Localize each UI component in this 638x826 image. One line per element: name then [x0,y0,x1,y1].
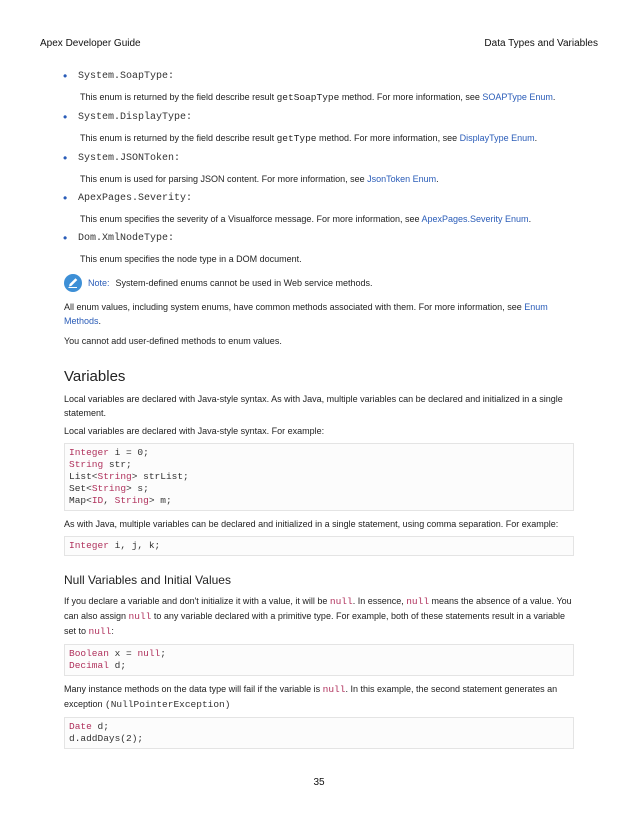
paragraph: Local variables are declared with Java-style syntax. For example: [64,426,325,436]
inline-code: null [128,611,152,622]
running-header-left: Apex Developer Guide [40,38,141,49]
list-item: • System.JSONToken: This enum is used for parsing JSON content. For more information, see JsonToken Enum. [63,151,439,184]
list-item: • System.DisplayType: This enum is returned by the field describe result getType method. For more information, see DisplayType Enum. [63,110,538,144]
note-text: System-defined enums cannot be used in Web service methods. [115,278,373,288]
link-enum-methods[interactable]: Enum Methods [64,302,548,326]
inline-code: (NullPointerException) [105,699,231,710]
link-severity-enum[interactable]: ApexPages.Severity Enum [421,214,529,224]
enum-name: Dom.XmlNodeType [78,233,169,244]
paragraph: Many instance methods on the data type will fail if the variable is null. In this example, the second statement generates an exception (NullPointerException) [64,684,558,710]
inline-code: getSoapType [276,92,340,103]
link-displaytype-enum[interactable]: DisplayType Enum [459,133,535,143]
section-heading-variables: Variables [64,368,126,385]
link-soaptype-enum[interactable]: SOAPType Enum [482,92,553,102]
list-item: • System.SoapType: This enum is returned by the field describe result getSoapType method. For more information, see SOAPType Enum. [63,69,556,103]
code-block: Date d; d.addDays(2); [64,717,574,749]
code-block: Integer i, j, k; [64,536,574,556]
link-jsontoken-enum[interactable]: JsonToken Enum [367,174,437,184]
list-item: • Dom.XmlNodeType: This enum specifies the node type in a DOM document. [63,231,302,264]
bullet-icon: • [63,151,68,165]
note-label: Note: [88,278,110,288]
running-header-right: Data Types and Variables [484,38,598,49]
bullet-icon: • [63,69,68,83]
enum-name: System.SoapType [78,71,169,82]
bullet-icon: • [63,231,68,245]
inline-code: getType [276,133,317,144]
inline-code: null [329,596,353,607]
enum-name: System.JSONToken [78,153,175,164]
inline-code: null [322,684,346,695]
subsection-heading-null-variables: Null Variables and Initial Values [64,573,231,587]
note-callout [64,274,574,294]
enum-name: System.DisplayType [78,112,187,123]
page-number: 35 [313,777,325,788]
note-pencil-icon [64,274,82,292]
inline-code: null [88,626,112,637]
enum-name: ApexPages.Severity [78,193,187,204]
bullet-icon: • [63,191,68,205]
list-item: • ApexPages.Severity: This enum specifies the severity of a Visualforce message. For more information, see ApexPages.Severity Enum. [63,191,532,224]
paragraph: Local variables are declared with Java-style syntax. As with Java, multiple variables can be declared and initialized in a single statement. [64,394,563,418]
code-block: Boolean x = null; Decimal d; [64,644,574,676]
page-content [64,64,574,755]
paragraph: All enum values, including system enums, have common methods associated with them. For more information, see Enum Methods. [64,302,548,326]
paragraph: If you declare a variable and don't initialize it with a value, it will be null. In essence, null means the absence of a value. You can also assign null to any variable declared with a primitive type. For example, both of these statements result in a variable set to null: [64,596,572,637]
paragraph: You cannot add user-defined methods to enum values. [64,336,282,346]
inline-code: null [406,596,430,607]
bullet-icon: • [63,110,68,124]
paragraph: As with Java, multiple variables can be declared and initialized in a single statement, using comma separation. For example: [64,519,559,529]
code-block: Integer i = 0; String str; List<String> strList; Set<String> s; Map<ID, String> m; [64,443,574,511]
